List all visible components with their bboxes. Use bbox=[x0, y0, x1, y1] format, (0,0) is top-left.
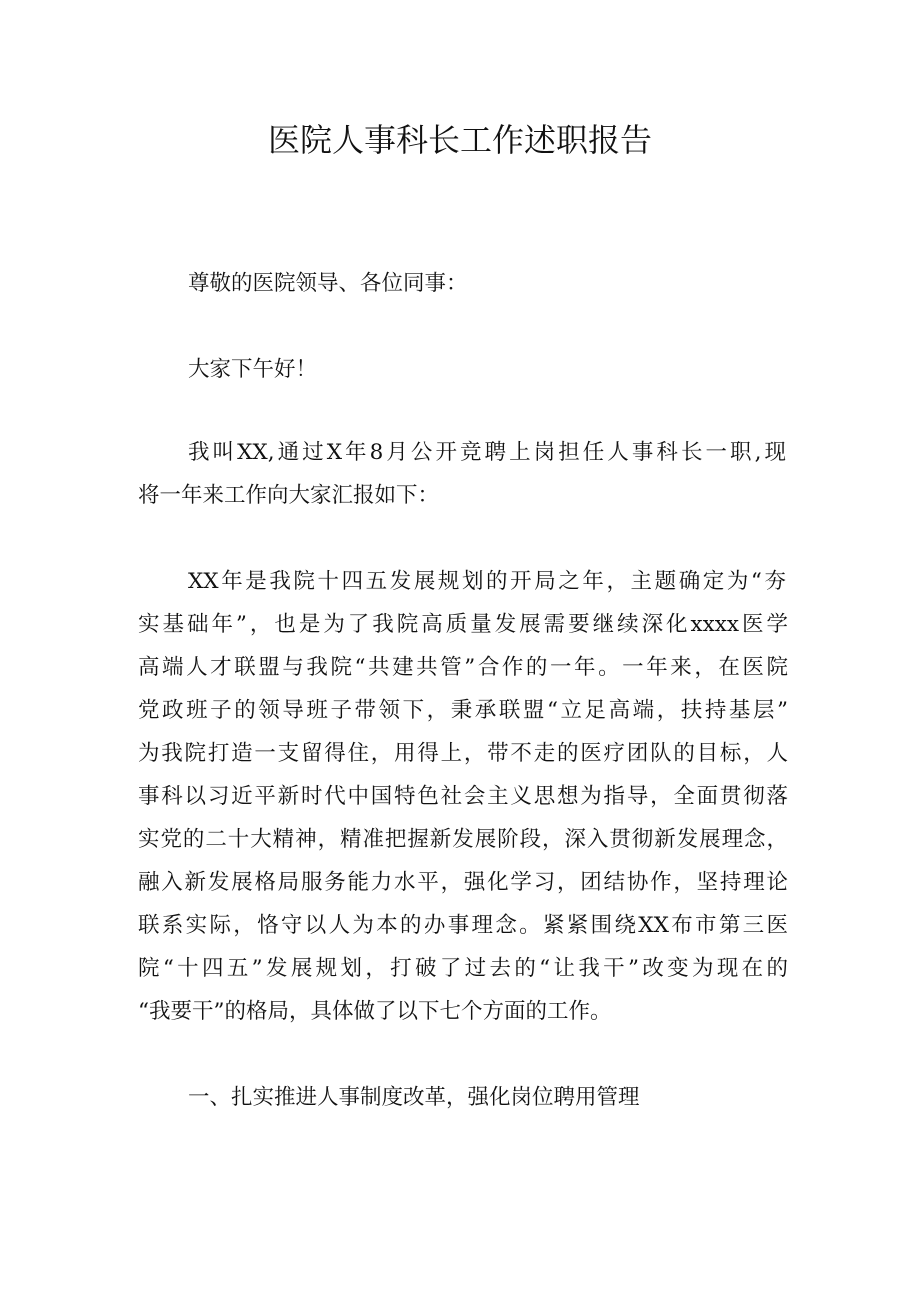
body-line: 为我院打造一支留得住，用得上，带不走的医疗团队的目标，人 bbox=[138, 741, 788, 766]
intro-line: 将一年来工作向大家汇报如下： bbox=[138, 483, 440, 508]
body-line: 党政班子的领导班子带领下，秉承联盟“立足高端，扶持基层” bbox=[138, 698, 788, 723]
greeting: 大家下午好！ bbox=[188, 357, 318, 382]
body-line: 高端人才联盟与我院“共建共管”合作的一年。一年来，在医院 bbox=[138, 655, 788, 680]
body-line: “我要干”的格局，具体做了以下七个方面的工作。 bbox=[138, 999, 612, 1024]
intro-line: 我叫XX,通过X年8月公开竞聘上岗担任人事科长一职,现 bbox=[188, 440, 786, 465]
body-line: 融入新发展格局服务能力水平，强化学习，团结协作，坚持理论 bbox=[138, 870, 788, 895]
body-line: 实基础年”，也是为了我院高质量发展需要继续深化xxxx医学 bbox=[138, 612, 788, 637]
body-line: 实党的二十大精神，精准把握新发展阶段，深入贯彻新发展理念， bbox=[138, 827, 788, 852]
body-line: 联系实际，恪守以人为本的办事理念。紧紧围绕XX布市第三医 bbox=[138, 913, 788, 938]
salutation: 尊敬的医院领导、各位同事： bbox=[188, 271, 468, 296]
body-line: 事科以习近平新时代中国特色社会主义思想为指导，全面贯彻落 bbox=[138, 784, 788, 809]
document-title: 医院人事科长工作述职报告 bbox=[267, 121, 652, 159]
body-line: XX年是我院十四五发展规划的开局之年，主题确定为“夯 bbox=[188, 569, 786, 594]
section-heading: 一、扎实推进人事制度改革，强化岗位聘用管理 bbox=[188, 1085, 640, 1110]
body-line: 院“十四五”发展规划，打破了过去的“让我干”改变为现在的 bbox=[138, 956, 788, 981]
